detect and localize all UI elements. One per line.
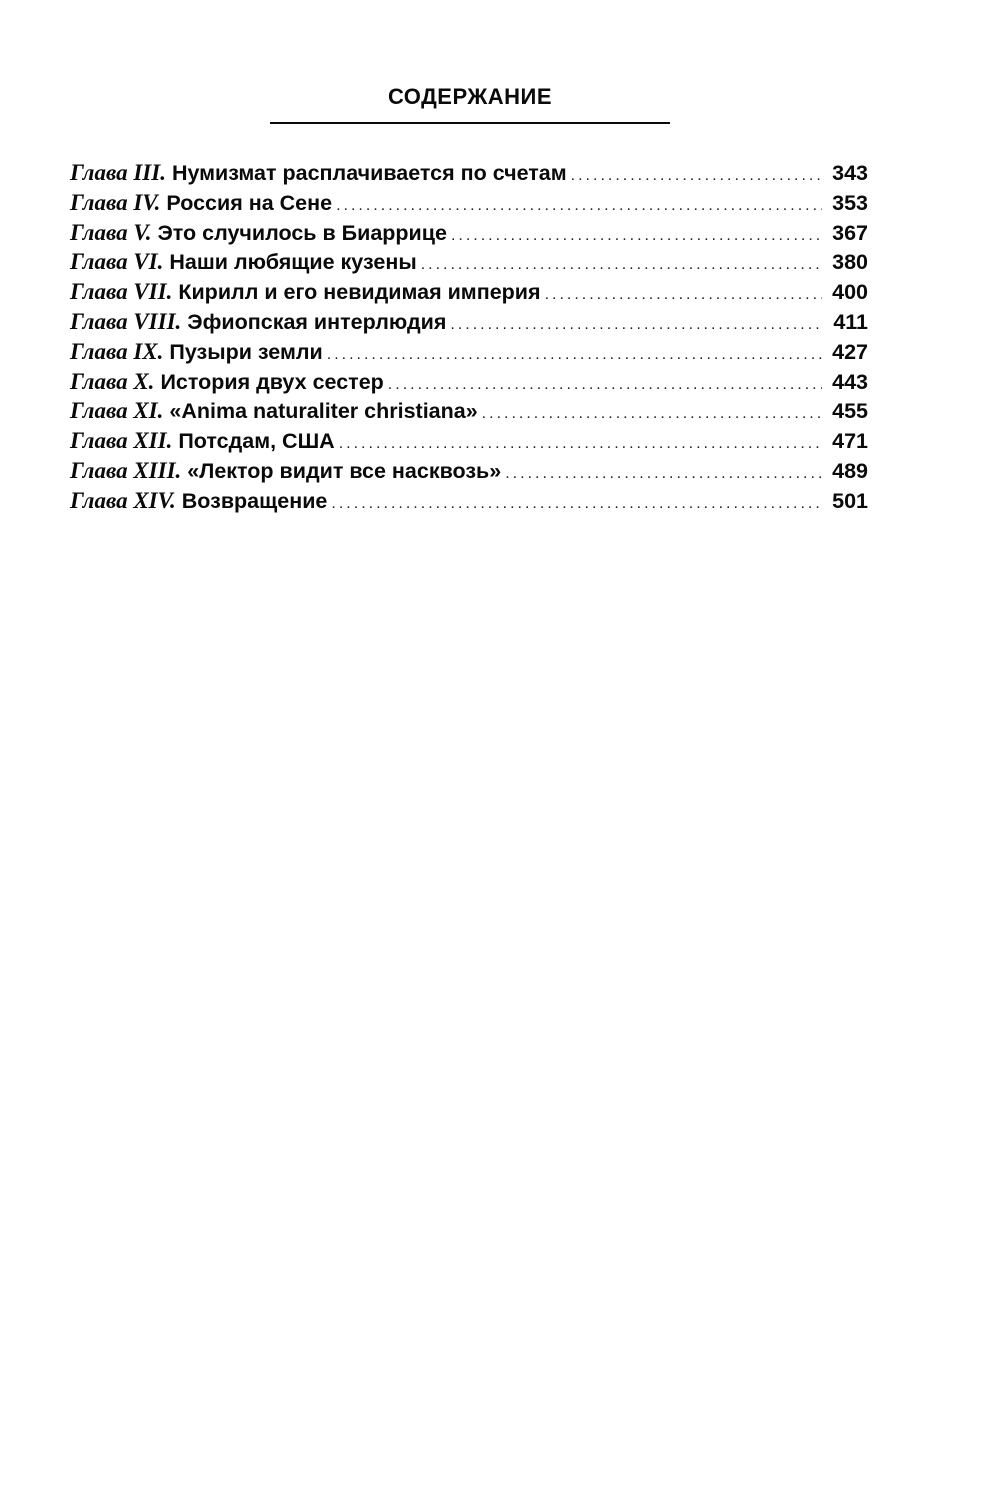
dot-leader <box>545 280 822 310</box>
chapter-label: Глава X. <box>70 368 155 394</box>
page-number: 411 <box>833 309 868 334</box>
toc-entry <box>70 247 868 277</box>
toc-entry <box>70 396 868 426</box>
chapter-title: Эфиопская интерлюдия <box>187 309 447 334</box>
chapter-title: Пузыри земли <box>169 339 323 364</box>
chapter-title: Нумизмат расплачивается по счетам <box>171 161 567 185</box>
dot-leader <box>421 250 822 280</box>
page-number: 455 <box>832 399 868 424</box>
toc-entry <box>70 456 868 486</box>
dot-leader <box>336 191 822 221</box>
chapter-title: Наши любящие кузены <box>169 250 417 275</box>
chapter-label: Глава VI. <box>70 249 164 275</box>
chapter-title: Возвращение <box>181 488 328 513</box>
table-of-contents <box>70 158 868 516</box>
dot-leader <box>331 489 822 519</box>
page-number: 353 <box>832 190 868 215</box>
dot-leader <box>571 161 822 191</box>
dot-leader <box>482 399 822 429</box>
chapter-title: История двух сестер <box>160 369 384 394</box>
heading-rule <box>270 122 670 124</box>
chapter-label: Глава VIII. <box>70 308 182 334</box>
toc-entry <box>70 158 868 188</box>
chapter-label: Глава XI. <box>70 398 164 424</box>
chapter-label: Глава VII. <box>70 279 173 305</box>
chapter-label: Глава IX. <box>70 338 164 364</box>
dot-leader <box>388 370 822 400</box>
page-number: 471 <box>832 429 868 454</box>
page-number: 380 <box>832 250 868 275</box>
chapter-title: Кирилл и его невидимая империя <box>178 280 541 305</box>
chapter-title: «Лектор видит все насквозь» <box>187 458 502 483</box>
dot-leader <box>451 221 822 251</box>
chapter-title: Это случилось в Биаррице <box>157 220 447 245</box>
page-number: 400 <box>832 280 868 305</box>
chapter-label: Глава III. <box>70 160 166 185</box>
chapter-title: Потсдам, США <box>178 429 335 454</box>
toc-entry <box>70 367 868 397</box>
dot-leader <box>450 310 822 340</box>
toc-entry <box>70 218 868 248</box>
chapter-title: «Anima naturaliter christiana» <box>169 399 478 424</box>
chapter-label: Глава V. <box>70 219 152 245</box>
chapter-label: Глава XIII. <box>70 457 182 483</box>
page-number: 501 <box>832 488 868 513</box>
page-heading: СОДЕРЖАНИЕ <box>387 84 553 109</box>
toc-entry <box>70 277 868 307</box>
page-number: 443 <box>832 369 868 394</box>
page-number: 367 <box>832 220 868 245</box>
dot-leader <box>339 429 822 459</box>
dot-leader <box>505 459 822 489</box>
chapter-label: Глава XII. <box>70 428 173 454</box>
toc-entry <box>70 337 868 367</box>
chapter-title: Россия на Сене <box>166 190 333 215</box>
page-number: 489 <box>832 458 868 483</box>
toc-entry <box>70 486 868 516</box>
page-number: 427 <box>832 339 868 364</box>
toc-entry <box>70 307 868 337</box>
chapter-label: Глава IV. <box>70 189 161 215</box>
toc-entry <box>70 426 868 456</box>
page-number: 343 <box>832 161 868 185</box>
chapter-label: Глава XIV. <box>70 487 176 513</box>
dot-leader <box>327 340 822 370</box>
toc-entry <box>70 188 868 218</box>
